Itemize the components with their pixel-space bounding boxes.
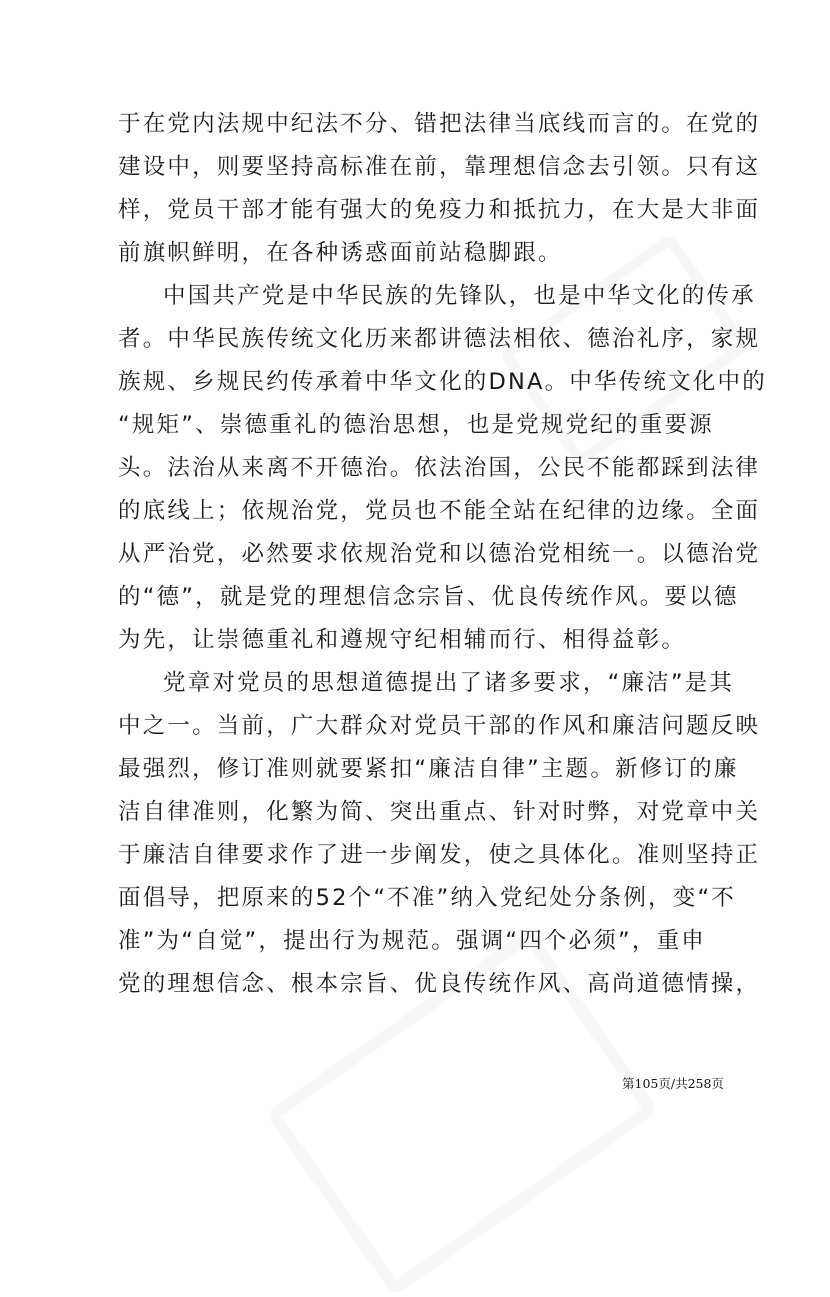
body-line-2: 建设中，则要坚持高标准在前，靠理想信念去引领。只有这	[118, 154, 761, 180]
body-line-3: 样，党员干部才能有强大的免疫力和抵抗力，在大是大非面	[118, 197, 761, 223]
body-line-13: 为先，让崇德重礼和遵规守纪相辅而行、相得益彰。	[118, 627, 687, 653]
body-line-15: 中之一。当前，广大群众对党员干部的作风和廉洁问题反映	[118, 713, 761, 739]
body-line-8: “规矩”、崇德重礼的德治思想，也是党规党纪的重要源	[118, 412, 714, 438]
body-line-17: 洁自律准则，化繁为简、突出重点、针对时弊，对党章中关	[118, 799, 761, 825]
body-line-5: 中国共产党是中华民族的先锋队，也是中华文化的传承	[163, 283, 756, 309]
body-line-4: 前旗帜鲜明，在各种诱惑面前站稳脚跟。	[118, 240, 563, 266]
body-line-10: 的底线上；依规治党，党员也不能全站在纪律的边缘。全面	[118, 498, 761, 524]
body-line-12: 的“德”，就是党的理想信念宗旨、优良传统作风。要以德	[118, 584, 739, 610]
body-line-16: 最强烈，修订准则就要紧扣“廉洁自律”主题。新修订的廉	[118, 756, 739, 782]
body-line-1: 于在党内法规中纪法不分、错把法律当底线而言的。在党的	[118, 111, 761, 137]
page-number: 第105页/共258页	[622, 1076, 724, 1091]
body-line-7: 族规、乡规民约传承着中华文化的DNA。中华传统文化中的	[118, 369, 767, 395]
body-line-20: 准”为“自觉”，提出行为规范。强调“四个必须”，重申	[118, 928, 706, 954]
body-line-14: 党章对党员的思想道德提出了诸多要求，“廉洁”是其	[163, 670, 735, 696]
body-line-11: 从严治党，必然要求依规治党和以德治党相统一。以德治党	[118, 541, 761, 567]
body-line-21: 党的理想信念、根本宗旨、优良传统作风、高尚道德情操，	[118, 971, 761, 997]
body-line-9: 头。法治从来离不开德治。依法治国，公民不能都踩到法律	[118, 455, 761, 481]
body-line-18: 于廉洁自律要求作了进一步阐发，使之具体化。准则坚持正	[118, 842, 761, 868]
body-line-6: 者。中华民族传统文化历来都讲德法相依、德治礼序，家规	[118, 326, 761, 352]
body-line-19: 面倡导，把原来的52个“不准”纳入党纪处分条例，变“不	[118, 885, 737, 911]
